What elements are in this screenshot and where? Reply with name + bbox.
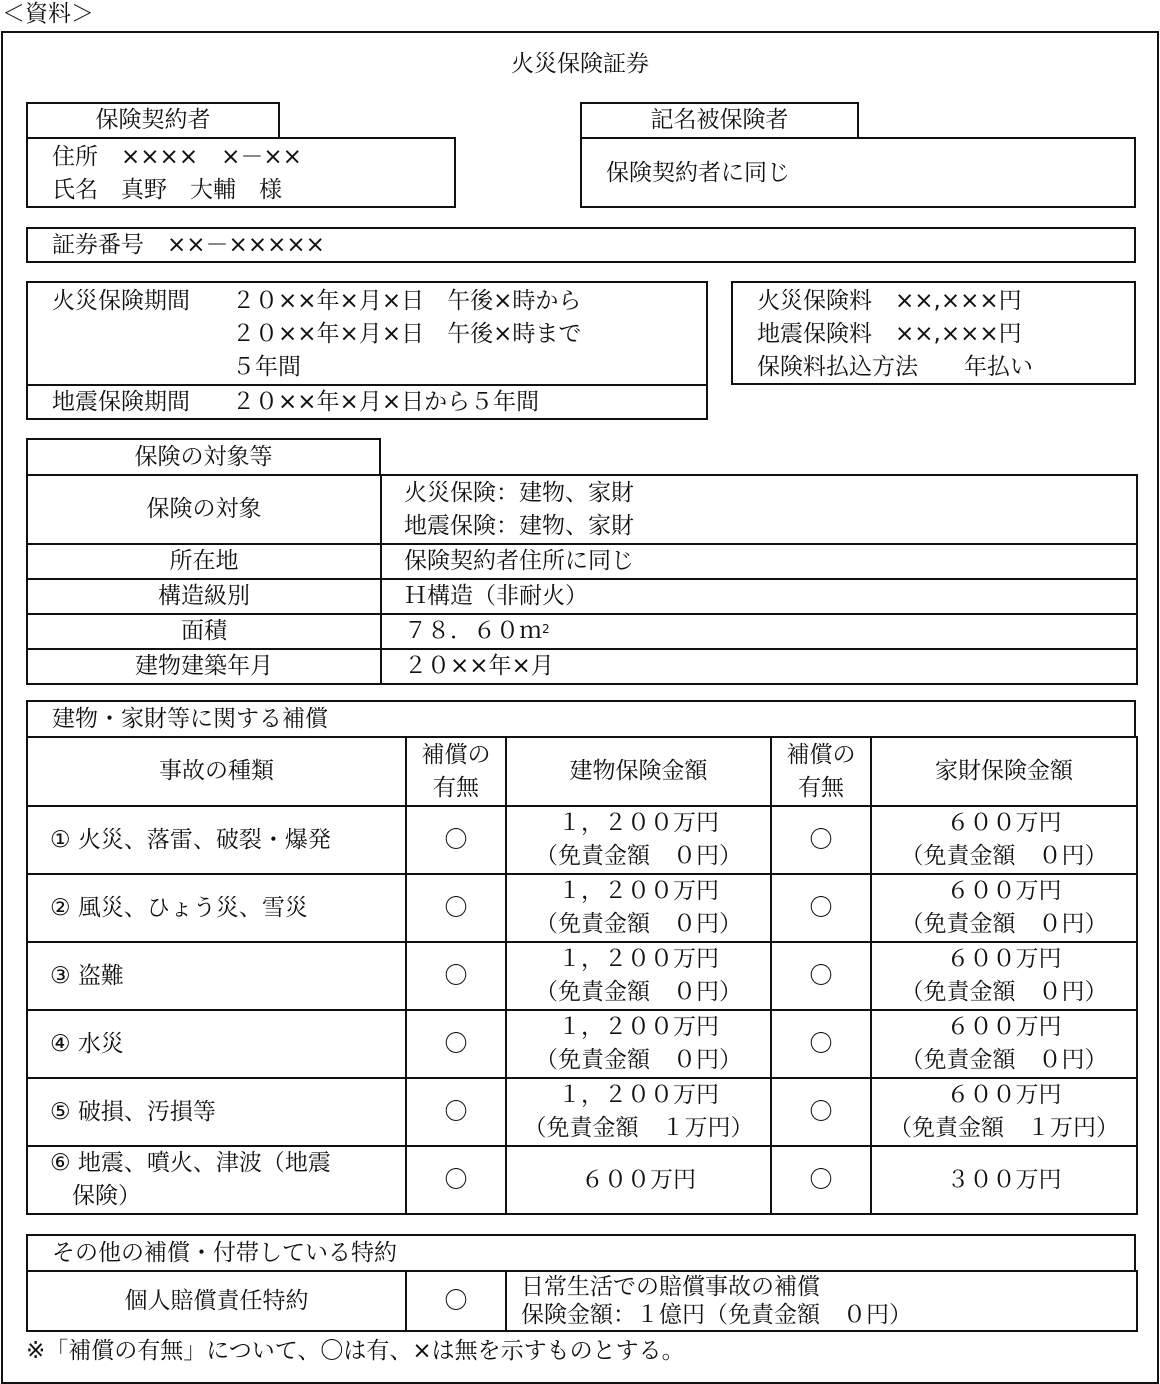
building-coverage-flag: 〇 [406,1078,506,1146]
amount-line: ６００万円 [946,878,1062,904]
building-coverage-flag: 〇 [406,874,506,942]
deductible-line: （免責金額 ０円） [900,911,1108,937]
contents-coverage-flag: 〇 [771,1078,871,1146]
fire-period-length: ５年間 [232,354,301,380]
quake-period-box [26,384,708,420]
contents-coverage-flag: 〇 [771,1010,871,1078]
deductible-line: （免責金額 ０円） [900,843,1108,869]
building-coverage-flag: 〇 [406,1010,506,1078]
contractor-box [26,137,456,208]
other-table [26,1270,1138,1332]
table-row [27,1146,1137,1214]
header-text: 補償の [786,741,856,768]
accident-type-line: 保険） [72,1183,141,1209]
header-building-coverage-flag [406,737,506,806]
coverage-header-row [27,737,1137,806]
deductible-line: （免責金額 ０円） [535,1047,742,1073]
footnote: ※「補償の有無」について、〇は有、×は無を示すものとする。 [26,1338,685,1364]
amount-line: １，２００万円 [558,878,719,904]
fire-period-to: ２０××年×月×日 午後×時まで [232,321,582,347]
premium-box [731,281,1136,385]
table-row [27,806,1137,874]
rider-coverage-flag: 〇 [406,1271,506,1331]
built-date-label: 建物建築年月 [27,649,381,684]
fire-premium: 火災保険料 ××,×××円 [757,288,1022,314]
contents-amount [871,942,1137,1010]
certificate-title: 火災保険証券 [511,51,649,77]
header-accident-type: 事故の種類 [27,737,406,806]
amount-line: １，２００万円 [558,1082,719,1108]
deductible-line: （免責金額 ０円） [535,911,742,937]
deductible-line: （免責金額 ０円） [900,1047,1108,1073]
table-row [27,942,1137,1010]
target-table [26,474,1138,685]
building-amount [506,874,771,942]
contents-amount [871,1010,1137,1078]
quake-period-value: ２０××年×月×日から５年間 [232,389,540,415]
deductible-line: （免責金額 ０円） [535,979,742,1005]
location-label: 所在地 [27,544,381,579]
amount-line: １，２００万円 [558,946,719,972]
accident-type: ⑤ 破損、汚損等 [27,1078,406,1146]
rider-description-line: 日常生活での賠償事故の補償 [521,1274,820,1300]
building-coverage-flag: 〇 [406,942,506,1010]
quake-premium: 地震保険料 ××,×××円 [757,321,1022,347]
deductible-line: （免責金額 ０円） [900,979,1108,1005]
contents-coverage-flag: 〇 [771,1146,871,1214]
header-contents-amount: 家財保険金額 [871,737,1137,806]
rider-name: 個人賠償責任特約 [27,1271,406,1331]
coverage-section-label: 建物・家財等に関する補償 [52,706,328,732]
policy-number: 証券番号 ××－××××× [52,232,325,258]
table-row [27,649,1137,684]
insured-value: 保険契約者に同じ [606,160,790,186]
header-text: 補償の [421,741,491,768]
fire-period-label: 火災保険期間 [52,288,190,314]
area-unit-superscript: 2 [542,622,550,636]
contents-coverage-flag: 〇 [771,806,871,874]
accident-type: ③ 盗難 [27,942,406,1010]
contents-coverage-flag: 〇 [771,942,871,1010]
structure-label: 構造級別 [27,579,381,614]
target-value-line: 地震保険：建物、家財 [404,512,634,539]
accident-type-line: ⑥ 地震、噴火、津波（地震 [50,1150,331,1176]
contractor-label: 保険契約者 [95,107,211,133]
accident-type: ② 風災、ひょう災、雪災 [27,874,406,942]
amount-line: ６００万円 [946,810,1062,836]
target-row-label: 保険の対象 [27,475,381,544]
amount-line: ６００万円 [946,1014,1062,1040]
table-row [27,544,1137,579]
accident-type [27,1146,406,1214]
table-row [27,579,1137,614]
coverage-section-label-box [26,700,1136,738]
target-section-label-box [26,438,381,476]
deductible-line: （免責金額 ０円） [535,843,742,869]
deductible-line: （免責金額 １万円） [523,1115,754,1141]
amount-line: １，２００万円 [558,1014,719,1040]
fire-period-from: ２０××年×月×日 午後×時から [232,288,582,314]
policy-number-box [26,227,1136,263]
building-amount [506,942,771,1010]
building-coverage-flag: 〇 [406,1146,506,1214]
building-amount [506,1078,771,1146]
table-row [27,1271,1137,1331]
header-text: 有無 [433,774,479,801]
target-row-value [381,475,1137,544]
other-section-label-box [26,1234,1136,1272]
table-row [27,874,1137,942]
built-date-value: ２０××年×月 [381,649,1137,684]
building-amount [506,1010,771,1078]
contents-amount [871,1078,1137,1146]
header-contents-coverage-flag [771,737,871,806]
accident-type: ④ 水災 [27,1010,406,1078]
insured-label: 記名被保険者 [650,107,789,133]
fire-period-box [26,281,708,386]
amount-line: ６００万円 [946,946,1062,972]
area-number: ７８．６０ｍ [404,618,542,644]
structure-value: Ｈ構造（非耐火） [381,579,1137,614]
area-value [381,614,1137,649]
other-section-label: その他の補償・付帯している特約 [52,1240,397,1266]
location-value: 保険契約者住所に同じ [381,544,1137,579]
payment-method: 保険料払込方法 年払い [757,354,1033,380]
contents-amount: ３００万円 [871,1146,1137,1214]
table-row [27,1078,1137,1146]
header-text: 有無 [798,774,844,801]
header-building-amount: 建物保険金額 [506,737,771,806]
quake-period-label: 地震保険期間 [52,389,190,415]
contents-amount [871,806,1137,874]
amount-line: ６００万円 [946,1082,1062,1108]
building-amount [506,806,771,874]
target-value-line: 火災保険：建物、家財 [404,479,634,506]
building-coverage-flag: 〇 [406,806,506,874]
insured-label-box [580,102,859,139]
coverage-table [26,736,1138,1215]
insured-box [580,137,1136,208]
contractor-address: 住所 ×××× ×－×× [52,144,302,170]
building-amount: ６００万円 [506,1146,771,1214]
document-heading: ＜資料＞ [2,1,94,27]
contents-coverage-flag: 〇 [771,874,871,942]
contents-amount [871,874,1137,942]
deductible-line: （免責金額 １万円） [889,1115,1119,1141]
rider-description [506,1271,1137,1331]
amount-line: １，２００万円 [558,810,719,836]
contractor-name: 氏名 真野 大輔 様 [52,177,282,203]
table-row [27,614,1137,649]
table-row [27,1010,1137,1078]
area-label: 面積 [27,614,381,649]
rider-description-line: 保険金額：１億円（免責金額 ０円） [521,1302,912,1328]
contractor-label-box [26,102,280,139]
accident-type: ① 火災、落雷、破裂・爆発 [27,806,406,874]
target-section-label: 保険の対象等 [134,444,273,470]
table-row [27,475,1137,544]
